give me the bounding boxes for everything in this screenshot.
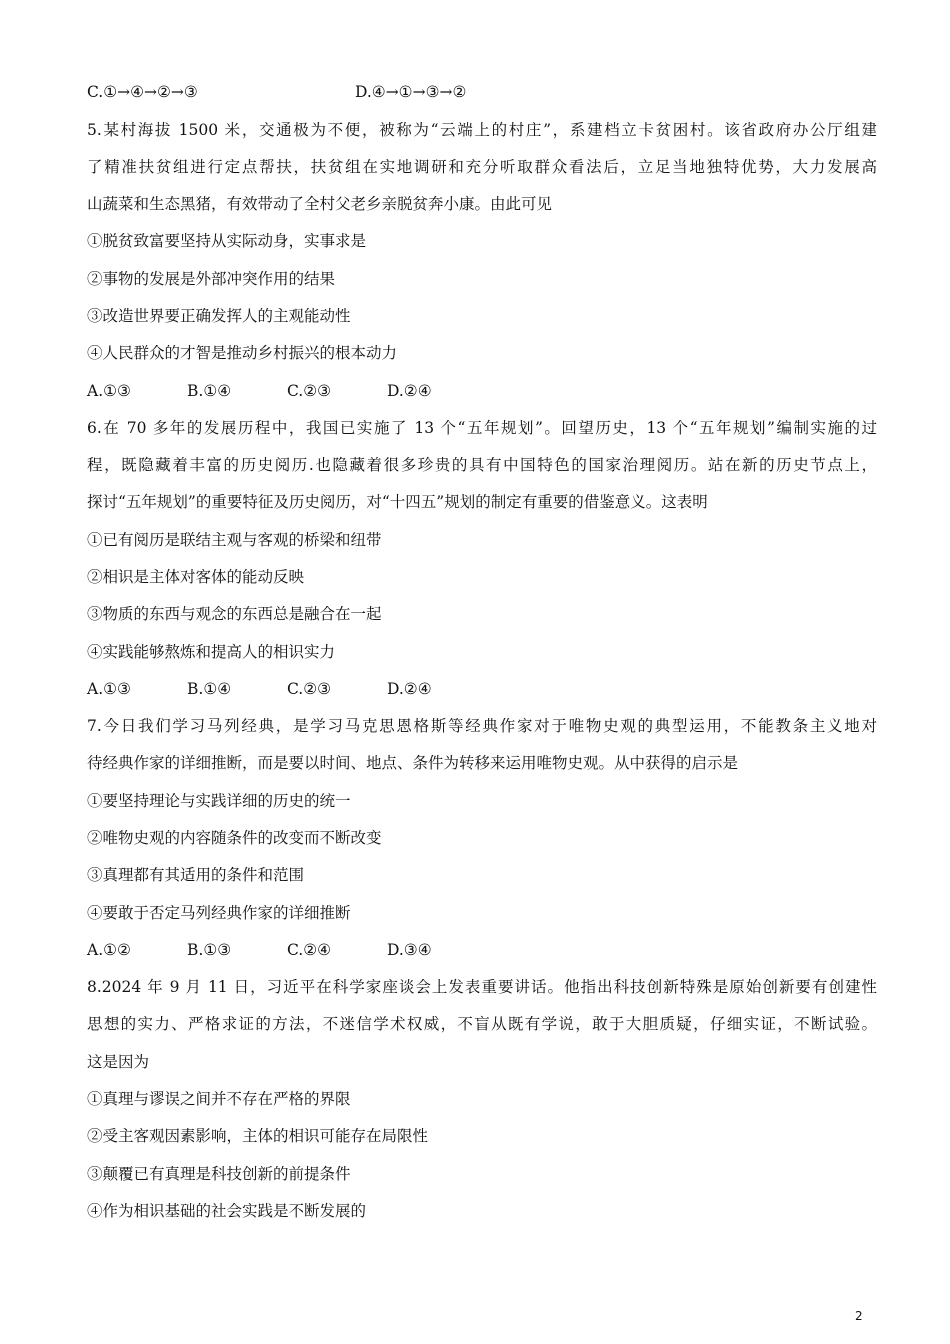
question-6-stem-line-1: 6.在 70 多年的发展历程中，我国已实施了 13 个“五年规划”。回望历史，13 个“五年规划”编制实施的过: [87, 419, 877, 437]
option-c: C.①→④→②→③: [87, 83, 198, 101]
question-5-option-c: C.②③: [287, 382, 332, 400]
question-5-option-a: A.①③: [87, 382, 131, 400]
question-5-item-1: ①脱贫致富要坚持从实际动身，实事求是: [87, 232, 367, 250]
question-6-option-a: A.①③: [87, 680, 131, 698]
question-7-item-3: ③真理都有其适用的条件和范围: [87, 866, 305, 884]
question-8-item-1: ①真理与谬误之间并不存在严格的界限: [87, 1090, 351, 1108]
question-7-item-1: ①要坚持理论与实践详细的历史的统一: [87, 792, 351, 810]
question-6-stem-line-3: 探讨“五年规划”的重要特征及历史阅历，对“十四五”规划的制定有重要的借鉴意义。这表明: [87, 493, 708, 511]
question-6-item-1: ①已有阅历是联结主观与客观的桥梁和纽带: [87, 531, 382, 549]
question-7-option-c: C.②④: [287, 941, 332, 959]
question-8-item-4: ④作为相识基础的社会实践是不断发展的: [87, 1202, 367, 1220]
question-6-option-c: C.②③: [287, 680, 332, 698]
question-7-option-a: A.①②: [87, 941, 131, 959]
question-8-stem-line-1: 8.2024 年 9 月 11 日，习近平在科学家座谈会上发表重要讲话。他指出科技创新特殊是原始创新要有创建性: [87, 978, 877, 996]
question-7-item-4: ④要敢于否定马列经典作家的详细推断: [87, 904, 351, 922]
question-7-item-2: ②唯物史观的内容随条件的改变而不断改变: [87, 829, 382, 847]
page-number: 2: [855, 1309, 863, 1323]
question-6-option-d: D.②④: [387, 680, 432, 698]
question-6-option-b: B.①④: [187, 680, 232, 698]
question-5-option-d: D.②④: [387, 382, 432, 400]
question-8-stem-line-3: 这是因为: [87, 1053, 150, 1071]
question-5-option-b: B.①④: [187, 382, 232, 400]
question-5-stem-line-3: 山蔬菜和生态黑猪，有效带动了全村父老乡亲脱贫奔小康。由此可见: [87, 195, 553, 213]
option-d: D.④→①→③→②: [355, 83, 467, 101]
question-6-item-4: ④实践能够熬炼和提高人的相识实力: [87, 643, 336, 661]
question-7-option-d: D.③④: [387, 941, 432, 959]
question-7-option-b: B.①③: [187, 941, 232, 959]
question-5-item-2: ②事物的发展是外部冲突作用的结果: [87, 270, 336, 288]
question-8-item-2: ②受主客观因素影响，主体的相识可能存在局限性: [87, 1127, 429, 1145]
question-5-item-3: ③改造世界要正确发挥人的主观能动性: [87, 307, 351, 325]
question-6-item-2: ②相识是主体对客体的能动反映: [87, 568, 305, 586]
question-5-item-4: ④人民群众的才智是推动乡村振兴的根本动力: [87, 344, 398, 362]
question-7-stem-line-1: 7.今日我们学习马列经典，是学习马克思恩格斯等经典作家对于唯物史观的典型运用，不能教条主义地对: [87, 717, 877, 735]
question-7-stem-line-2: 待经典作家的详细推断，而是要以时间、地点、条件为转移来运用唯物史观。从中获得的启示是: [87, 754, 739, 772]
question-8-stem-line-2: 思想的实力、严格求证的方法，不迷信学术权威，不盲从既有学说，敢于大胆质疑，仔细实证，不断试验。: [87, 1015, 877, 1033]
question-5-stem-line-2: 了精准扶贫组进行定点帮扶，扶贫组在实地调研和充分听取群众看法后，立足当地独特优势，大力发展高: [87, 158, 877, 176]
question-8-item-3: ③颠覆已有真理是科技创新的前提条件: [87, 1165, 351, 1183]
question-6-stem-line-2: 程，既隐藏着丰富的历史阅历.也隐藏着很多珍贵的具有中国特色的国家治理阅历。站在新的历史节点上，: [87, 456, 877, 474]
question-6-item-3: ③物质的东西与观念的东西总是融合在一起: [87, 605, 382, 623]
question-5-stem-line-1: 5.某村海拔 1500 米，交通极为不便，被称为“云端上的村庄”，系建档立卡贫困村。该省政府办公厅组建: [87, 121, 877, 139]
